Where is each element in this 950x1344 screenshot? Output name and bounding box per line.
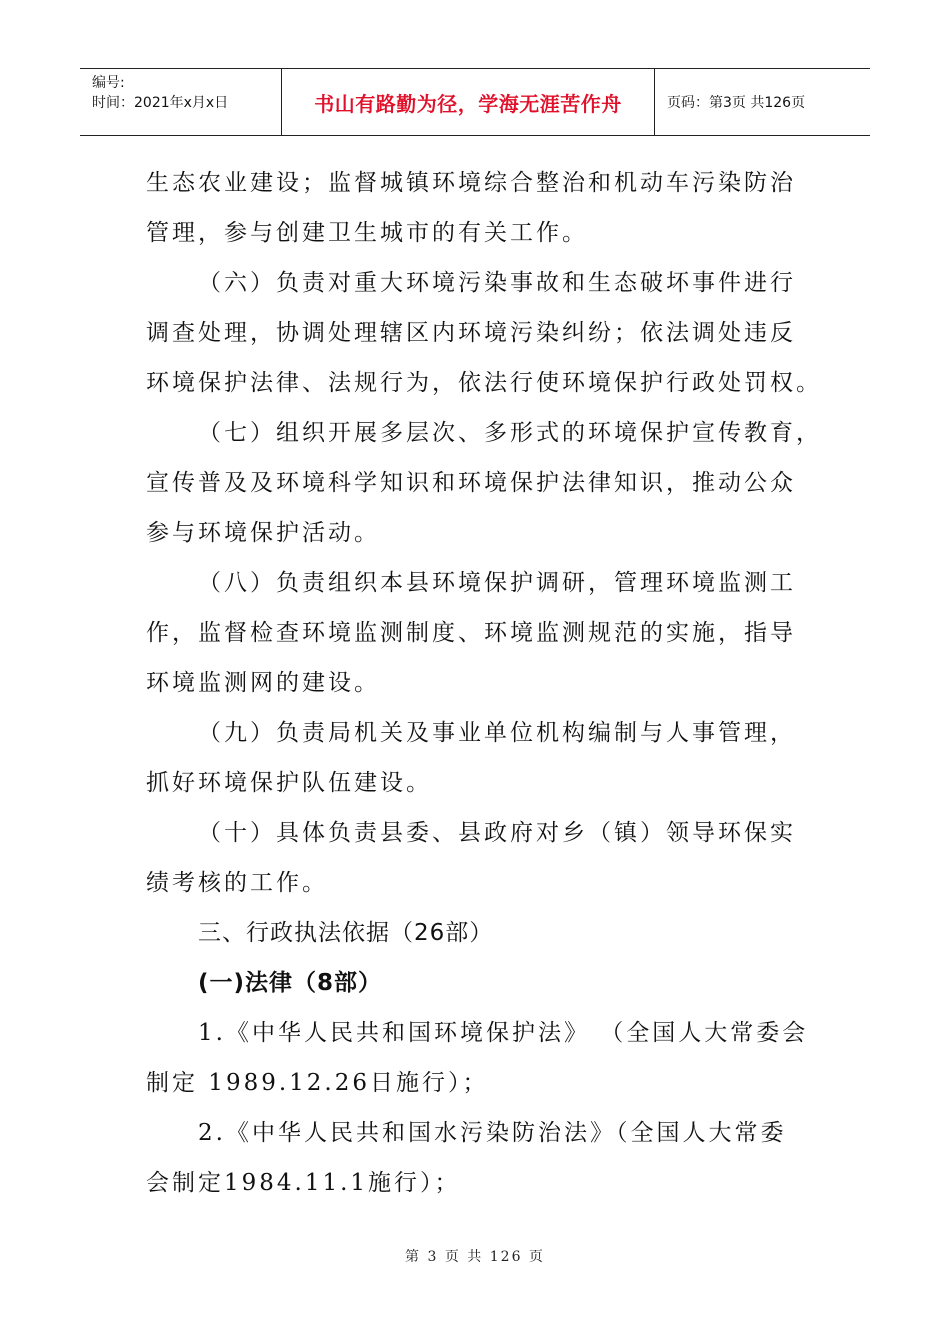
body-line: （十）具体负责县委、县政府对乡（镇）领导环保实 [198, 820, 796, 846]
body-line: 1.《中华人民共和国环境保护法》 （全国人大常委会 [198, 1020, 809, 1046]
body-line: （八）负责组织本县环境保护调研，管理环境监测工 [198, 570, 796, 596]
body-line: 管理，参与创建卫生城市的有关工作。 [146, 220, 588, 246]
subsection-heading: (一)法律（8部） [198, 970, 383, 996]
body-line: 会制定1984.11.1施行）； [146, 1170, 461, 1196]
page-footer: 第 3 页 共 126 页 [405, 1249, 545, 1265]
body-line: （九）负责局机关及事业单位机构编制与人事管理， [198, 720, 796, 746]
body-line: 环境保护法律、法规行为，依法行使环境保护行政处罚权。 [146, 370, 822, 396]
document-number-label: 编号: [92, 75, 125, 91]
body-line: （六）负责对重大环境污染事故和生态破坏事件进行 [198, 270, 796, 296]
body-line: 作，监督检查环境监测制度、环境监测规范的实施，指导 [146, 620, 796, 646]
header-meta [80, 69, 282, 135]
header-page-info: 页码：第3页 共126页 [667, 95, 806, 111]
body-line: 调查处理，协调处理辖区内环境污染纠纷；依法调处违反 [146, 320, 796, 346]
section-heading: 三、行政执法依据（26部） [198, 920, 494, 946]
body-line: 环境监测网的建设。 [146, 670, 380, 696]
body-line: 宣传普及及环境科学知识和环境保护法律知识，推动公众 [146, 470, 796, 496]
document-body [146, 158, 822, 1208]
document-time-label: 时间：2021年x月x日 [92, 95, 229, 111]
body-line: 2.《中华人民共和国水污染防治法》（全国人大常委 [198, 1120, 787, 1146]
page-header [80, 68, 870, 136]
header-motto: 书山有路勤为径，学海无涯苦作舟 [282, 69, 655, 135]
body-line: 制定 1989.12.26日施行）； [146, 1070, 489, 1096]
body-line: 抓好环境保护队伍建设。 [146, 770, 432, 796]
body-line: （七）组织开展多层次、多形式的环境保护宣传教育， [198, 420, 822, 446]
body-line: 生态农业建设；监督城镇环境综合整治和机动车污染防治 [146, 170, 796, 196]
body-line: 参与环境保护活动。 [146, 520, 380, 546]
body-line: 绩考核的工作。 [146, 870, 328, 896]
